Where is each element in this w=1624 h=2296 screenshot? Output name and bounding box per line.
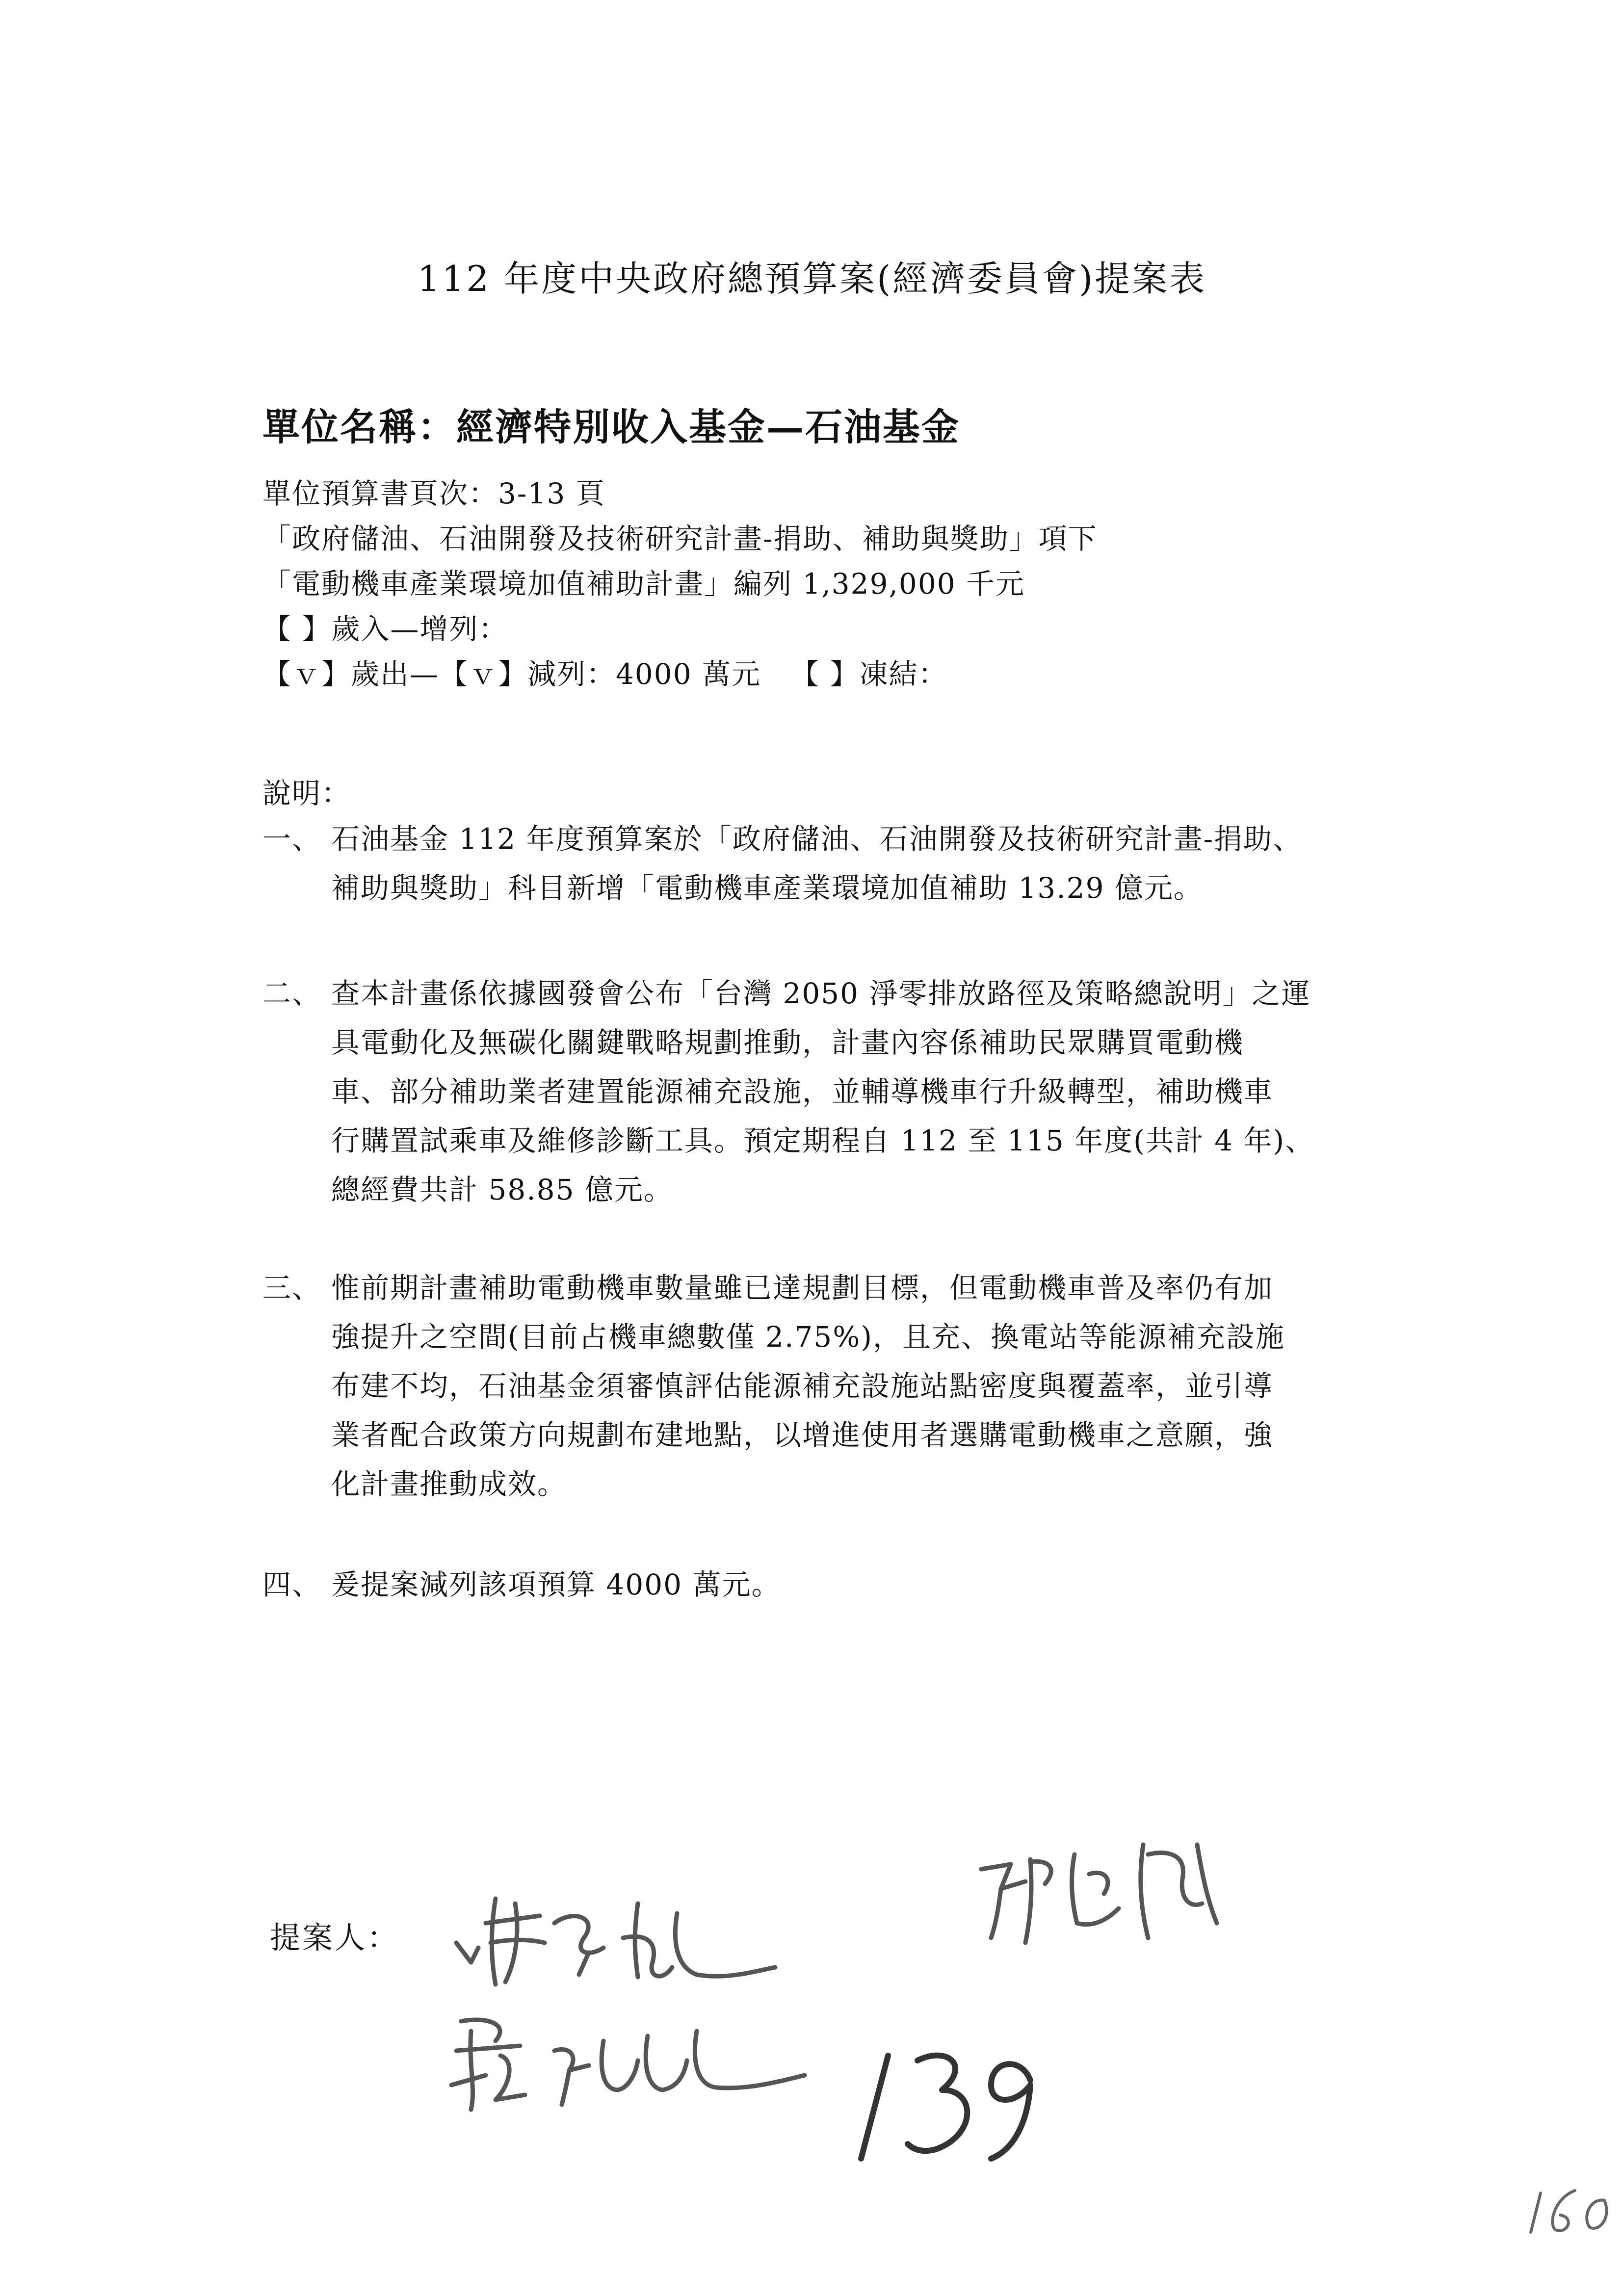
item-line: 布建不均，石油基金須審慎評估能源補充設施站點密度與覆蓋率，並引導 (331, 1369, 1274, 1403)
signature-1-graphic (442, 1869, 785, 1992)
explanation-item-1 (262, 814, 1406, 913)
item-line: 強提升之空間(目前占機車總數僅 2.75%)，且充、換電站等能源補充設施 (331, 1320, 1285, 1354)
item-marker: 一、 (262, 822, 322, 856)
item-marker: 二、 (262, 977, 322, 1010)
explanation-item-4 (262, 1560, 1406, 1609)
item-line: 化計畫推動成效。 (331, 1467, 567, 1501)
handwritten-page-number-graphic (1526, 2183, 1619, 2242)
budget-amount: 「電動機車產業環境加值補助計畫」編列 1,329,000 千元 (262, 567, 1025, 600)
unit-name: 單位名稱：經濟特別收入基金—石油基金 (262, 405, 960, 449)
explanation-label: 說明： (262, 777, 351, 810)
budget-item-ref: 「政府儲油、石油開發及技術研究計畫-捐助、補助與獎助」項下 (262, 522, 1098, 555)
freeze-option: 【 】凍結： (790, 657, 948, 691)
item-line: 行購置試乘車及維修診斷工具。預定期程自 112 至 115 年度(共計 4 年)、 (331, 1124, 1315, 1157)
signature-2-graphic (971, 1825, 1246, 1953)
item-line: 爰提案減列該項預算 4000 萬元。 (331, 1568, 781, 1601)
item-line: 查本計畫係依據國發會公布「台灣 2050 淨零排放路徑及策略總說明」之運 (331, 977, 1311, 1010)
signature-3 (442, 2002, 814, 2119)
handwritten-proposal-number (844, 2036, 1050, 2168)
item-marker: 四、 (262, 1568, 322, 1601)
item-line: 惟前期計畫補助電動機車數量雖已達規劃目標，但電動機車普及率仍有加 (331, 1271, 1274, 1305)
explanation-item-3 (262, 1263, 1406, 1509)
item-line: 總經費共計 58.85 億元。 (331, 1173, 673, 1206)
revenue-line: 【 】歲入—增列： (262, 612, 508, 646)
proposer-label: 提案人： (270, 1920, 400, 1956)
signature-1 (442, 1869, 785, 1992)
item-line: 具電動化及無碳化關鍵戰略規劃推動，計畫內容係補助民眾購買電動機 (331, 1026, 1244, 1059)
item-line: 業者配合政策方向規劃布建地點，以增進使用者選購電動機車之意願，強 (331, 1418, 1274, 1452)
handwritten-page-number (1526, 2183, 1619, 2242)
item-marker: 三、 (262, 1271, 322, 1305)
item-line: 車、部分補助業者建置能源補充設施，並輔導機車行升級轉型，補助機車 (331, 1075, 1274, 1108)
expense-line (262, 652, 1098, 697)
expense-reduction: 【ｖ】歲出—【ｖ】減列：4000 萬元 (262, 657, 761, 691)
budget-page-ref: 單位預算書頁次：3-13 頁 (262, 477, 605, 510)
document-title: 112 年度中央政府總預算案(經濟委員會)提案表 (417, 258, 1207, 299)
signature-3-graphic (442, 2002, 814, 2119)
handwritten-proposal-number-graphic (844, 2036, 1050, 2168)
explanation-item-2 (262, 969, 1406, 1214)
budget-meta (262, 471, 1098, 697)
item-line: 石油基金 112 年度預算案於「政府儲油、石油開發及技術研究計畫-捐助、 (331, 822, 1303, 856)
item-line: 補助與獎助」科目新增「電動機車產業環境加值補助 13.29 億元。 (331, 871, 1203, 905)
signature-2 (971, 1825, 1246, 1953)
